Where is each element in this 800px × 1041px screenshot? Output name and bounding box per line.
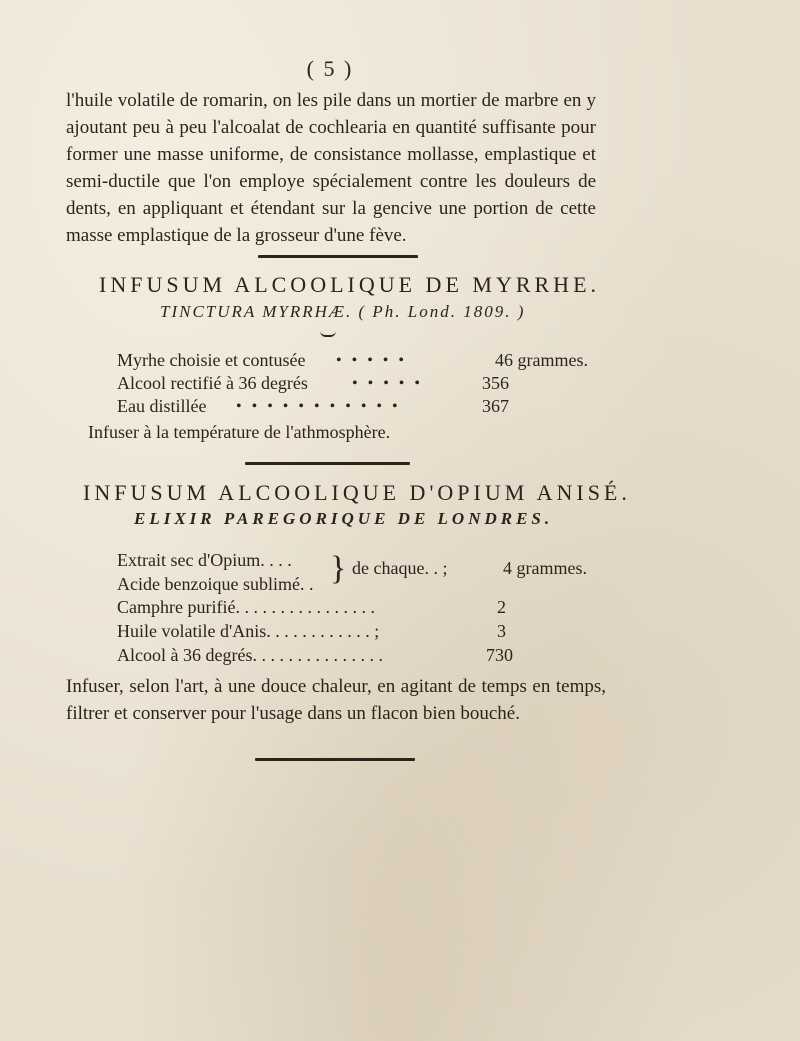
ingredient-name: Alcool à 36 degrés. . . . . . . . . . . . . . . bbox=[117, 645, 383, 665]
brace-glyph: } bbox=[330, 550, 347, 587]
section2-title: INFUSUM ALCOOLIQUE D'OPIUM ANISÉ. bbox=[83, 480, 631, 505]
ingredient-name: Alcool rectifié à 36 degrés bbox=[117, 373, 308, 393]
flourish-ornament bbox=[320, 331, 336, 337]
ingredient-quantity: 2 bbox=[497, 597, 506, 617]
closing-paragraph: Infuser, selon l'art, à une douce chaleur, en agitant de temps en temps, filtrer et conserver pour l'usage dans un flacon bien bouché. bbox=[66, 676, 606, 724]
ingredient-name: Camphre purifié. . . . . . . . . . . . . . . . bbox=[117, 597, 375, 617]
ingredient-name: Myrhe choisie et contusée bbox=[117, 350, 306, 370]
grouped-ingredient-name: Acide benzoique sublimé. . bbox=[117, 574, 314, 594]
ingredient-quantity: 3 bbox=[497, 621, 506, 641]
grouped-quantity: 4 grammes. bbox=[503, 558, 587, 578]
ingredient-name: Eau distillée bbox=[117, 396, 207, 416]
grouped-label: de chaque. . ; bbox=[352, 558, 448, 578]
leader-dots: • • • • • bbox=[336, 352, 408, 369]
section-divider bbox=[245, 462, 410, 465]
ingredient-quantity: 367 bbox=[482, 396, 509, 416]
section-divider bbox=[255, 758, 415, 761]
ingredient-quantity: 730 bbox=[486, 645, 513, 665]
leader-dots: • • • • • bbox=[352, 375, 424, 392]
section1-note: Infuser à la température de l'athmosphère. bbox=[88, 422, 391, 442]
grouped-ingredient-name: Extrait sec d'Opium. . . . bbox=[117, 550, 292, 570]
section1-subtitle: TINCTURA MYRRHÆ. ( Ph. Lond. 1809. ) bbox=[160, 302, 526, 321]
ingredient-quantity: 46 grammes. bbox=[495, 350, 588, 370]
page-number: ( 5 ) bbox=[306, 56, 354, 81]
ingredient-quantity: 356 bbox=[482, 373, 509, 393]
section2-subtitle: ELIXIR PAREGORIQUE DE LONDRES. bbox=[134, 509, 554, 528]
leader-dots: • • • • • • • • • • • bbox=[236, 398, 401, 415]
ingredient-name: Huile volatile d'Anis. . . . . . . . . . . . ; bbox=[117, 621, 380, 641]
intro-paragraph: l'huile volatile de romarin, on les pile dans un mortier de marbre en y ajoutant peu à peu l'alcoalat de cochlearia en quantité suffisante pour former une masse uniforme, de consistance mollasse, emplastique et semi-ductile que l'on employe spécialement contre les douleurs de dents, en appliquant et étendant sur la gencive une portion de cette masse emplastique de la grosseur d'une fève. bbox=[66, 90, 596, 246]
section-divider bbox=[258, 255, 418, 258]
section1-title: INFUSUM ALCOOLIQUE DE MYRRHE. bbox=[99, 272, 601, 297]
